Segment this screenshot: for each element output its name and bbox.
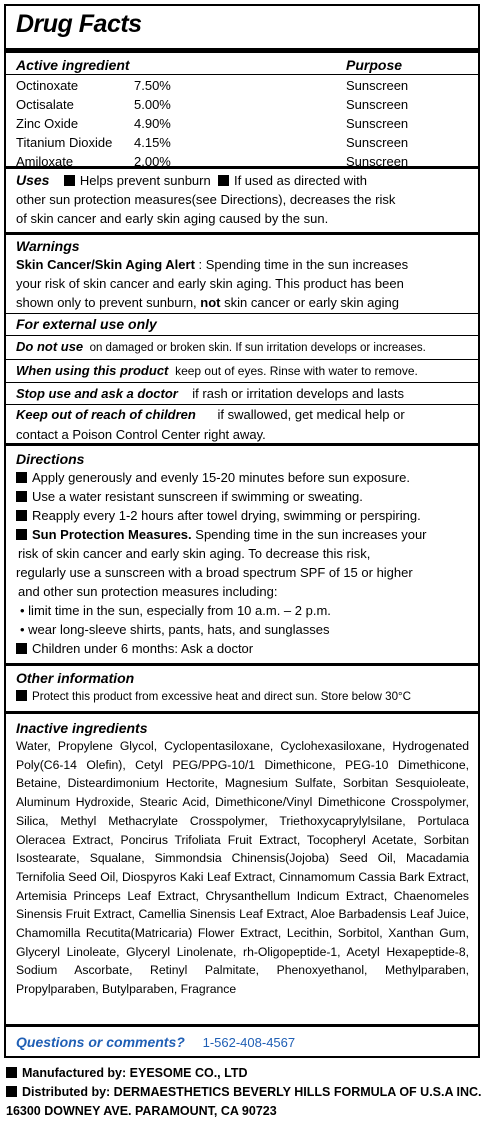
- active-row: [16, 114, 468, 133]
- questions-phone: 1-562-408-4567: [202, 1035, 296, 1050]
- direction-5: Children under 6 months: Ask a doctor: [32, 641, 254, 656]
- panel-title: Drug Facts: [6, 6, 478, 53]
- keep-out-label: Keep out of reach of children: [16, 407, 196, 422]
- spm-bullet-2: • wear long-sleeve shirts, pants, hats, and sunglasses: [20, 622, 330, 637]
- uses-line-2: other sun protection measures(see Directions), decreases the risk: [16, 192, 396, 207]
- alert-line-2: your risk of skin cancer and early skin aging. This product has been: [16, 276, 404, 291]
- ingredient-name: Octinoxate: [16, 78, 79, 93]
- spm-text: Spending time in the sun increases your: [191, 527, 427, 542]
- ingredient-percent: 4.90%: [134, 116, 171, 131]
- alert-line-3b: skin cancer or early skin aging: [220, 295, 399, 310]
- bullet-square-icon: [16, 643, 27, 654]
- active-ingredient-header: Active ingredient: [16, 57, 130, 73]
- ingredient-purpose: Sunscreen: [346, 135, 409, 150]
- direction-3: Reapply every 1-2 hours after towel drying, swimming or perspiring.: [32, 508, 421, 523]
- questions-label: Questions or comments?: [16, 1034, 185, 1050]
- manufactured-by: Manufactured by: EYESOME CO., LTD: [22, 1066, 248, 1080]
- address: 16300 DOWNEY AVE. PARAMOUNT, CA 90723: [6, 1104, 277, 1118]
- bullet-square-icon: [6, 1067, 17, 1078]
- ingredient-name: Amiloxate: [16, 154, 74, 169]
- spm-line-2: risk of skin cancer and early skin aging. To decrease this risk,: [18, 546, 371, 561]
- ingredient-name: Zinc Oxide: [16, 116, 79, 131]
- alert-label: Skin Cancer/Skin Aging Alert: [16, 257, 195, 272]
- uses-header: Uses: [16, 172, 50, 188]
- do-not-use-text: on damaged or broken skin. If sun irritation develops or increases.: [89, 342, 426, 354]
- ingredient-name: Titanium Dioxide: [16, 135, 113, 150]
- uses-line-3: of skin cancer and early skin aging caused by the sun.: [16, 211, 329, 226]
- alert-line-3: shown only to prevent sunburn,: [16, 295, 201, 310]
- stop-use-label: Stop use and ask a doctor: [16, 386, 178, 401]
- bullet-square-icon: [16, 472, 27, 483]
- stop-use-text: if rash or irritation develops and lasts: [192, 386, 404, 401]
- other-info-header: Other information: [16, 670, 135, 686]
- bullet-square-icon: [16, 529, 27, 540]
- bullet-square-icon: [218, 175, 229, 186]
- ingredient-percent: 2.00%: [134, 154, 171, 169]
- warnings-section: [6, 232, 478, 446]
- active-row: [16, 133, 468, 152]
- uses-item-2: If used as directed with: [233, 173, 367, 188]
- active-row: [16, 95, 468, 114]
- distributed-by: Distributed by: DERMAESTHETICS BEVERLY HILLS FORMULA OF U.S.A INC.: [22, 1085, 482, 1099]
- do-not-use-label: Do not use: [16, 339, 84, 354]
- direction-1: Apply generously and evenly 15-20 minutes before sun exposure.: [32, 470, 410, 485]
- other-info-text: Protect this product from excessive heat and direct sun. Store below 30°C: [32, 690, 412, 703]
- alert-not: not: [200, 295, 221, 310]
- spm-bullet-1: • limit time in the sun, especially from 10 a.m. – 2 p.m.: [20, 603, 331, 618]
- bullet-square-icon: [6, 1086, 17, 1097]
- bullet-square-icon: [16, 690, 27, 701]
- ingredient-name: Octisalate: [16, 97, 74, 112]
- active-rows: [16, 76, 468, 171]
- ingredient-purpose: Sunscreen: [346, 154, 409, 169]
- ingredient-purpose: Sunscreen: [346, 116, 409, 131]
- active-section: [6, 6, 478, 169]
- other-info-section: [6, 663, 478, 714]
- directions-section: [6, 443, 478, 666]
- keep-out-text: if swallowed, get medical help or: [217, 407, 405, 422]
- bullet-square-icon: [16, 510, 27, 521]
- ingredient-purpose: Sunscreen: [346, 97, 409, 112]
- direction-2: Use a water resistant sunscreen if swimming or sweating.: [32, 489, 363, 504]
- active-row: [16, 76, 468, 95]
- bullet-square-icon: [16, 491, 27, 502]
- bullet-square-icon: [64, 175, 75, 186]
- external-use: For external use only: [16, 316, 157, 332]
- when-using-label: When using this product: [16, 363, 169, 378]
- questions-section: [6, 1024, 478, 1059]
- spm-label: Sun Protection Measures.: [32, 527, 192, 542]
- drug-facts-panel: [4, 4, 480, 1058]
- ingredient-percent: 5.00%: [134, 97, 171, 112]
- inactive-header: Inactive ingredients: [16, 720, 148, 736]
- inactive-text: Water, Propylene Glycol, Cyclopentasiloxane, Cyclohexasiloxane, Hydrogenated Poly(C6-14 Olefin), Cetyl PEG/PPG-10/1 Dimethicone, PEG-10 Dimethicone, Betaine, Disteardimonium Hectorite, Magnesium Sulfate, Sorbitan Sesquioleate, Aluminum Hydroxide, Stearic Acid, Dimethicone/Vinyl Dimethicone Crosspolymer, Silica, Methyl Methacrylate Crosspolymer, Triethoxycaprylylsilane, Portulaca Oleracea Extract, Poncirus Trifoliata Fruit Extract, Tocopheryl Acetate, Sorbitan Isostearate, Squalane, Simmondsia Chinensis(Jojoba) Seed Oil, Macadamia Ternifolia Seed Oil, Diospyros Kaki Leaf Extract, Cinnamomum Cassia Bark Extract, Artemisia Princeps Leaf Extract, Chrysanthellum Indicum Extract, Chaenomeles Sinensis Fruit Extract, Camellia Sinensis Leaf Extract, Aloe Barbadensis Leaf Juice, Chamomilla Recutita(Matricaria) Flower Extract, Lecithin, Sorbitol, Xanthan Gum, Glyceryl Linoleate, Glyceryl Linolenate, rh-Oligopeptide-1, Acetyl Hexapeptide-8, Sodium Ascorbate, Retinyl Palmitate, Phenoxyethanol, Methylparaben, Propylparaben, Butylparaben, Fragrance: [16, 739, 469, 997]
- alert-text: : Spending time in the sun increases: [194, 257, 409, 272]
- spm-line-3: regularly use a sunscreen with a broad spectrum SPF of 15 or higher: [16, 565, 413, 580]
- ingredient-purpose: Sunscreen: [346, 78, 409, 93]
- ingredient-percent: 4.15%: [134, 135, 171, 150]
- inactive-section: [6, 711, 478, 1027]
- when-using-text: keep out of eyes. Rinse with water to remove.: [175, 364, 418, 378]
- warnings-header: Warnings: [16, 238, 80, 254]
- uses-section: [6, 166, 478, 235]
- uses-item-1: Helps prevent sunburn: [79, 173, 211, 188]
- active-header-row: [16, 56, 468, 74]
- directions-header: Directions: [16, 451, 85, 467]
- purpose-header: Purpose: [346, 57, 403, 73]
- spm-line-4: and other sun protection measures including:: [18, 584, 278, 599]
- footer: [6, 1064, 482, 1121]
- ingredient-percent: 7.50%: [134, 78, 171, 93]
- keep-out-line-2: contact a Poison Control Center right away.: [16, 427, 266, 442]
